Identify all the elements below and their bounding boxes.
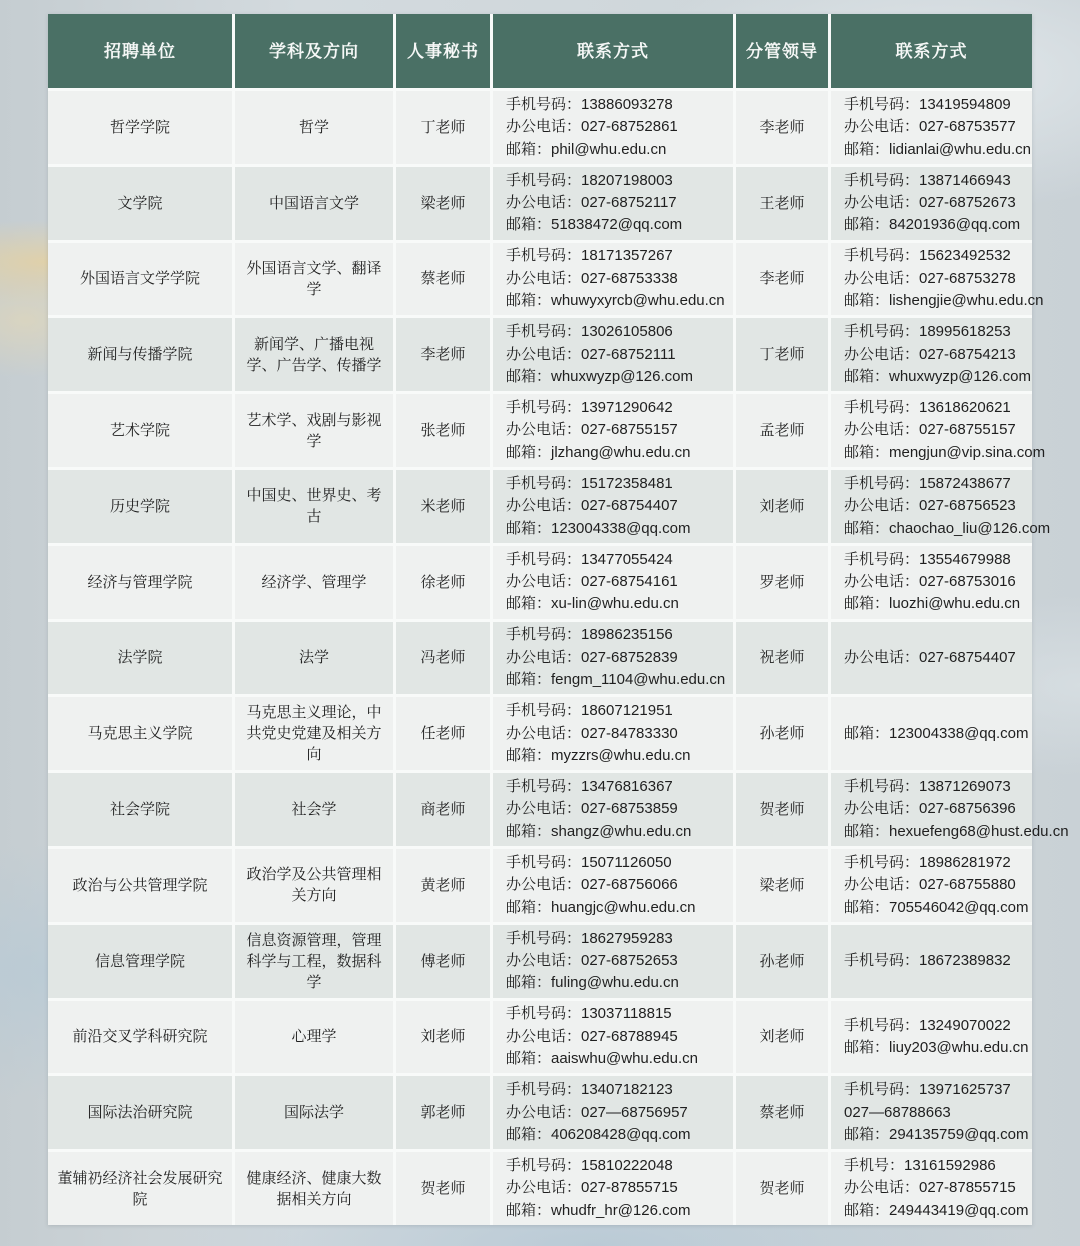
column-header-hr-secretary: 人事秘书: [396, 14, 490, 88]
unit-cell: 文学院: [48, 167, 232, 240]
contact-line: 办公电话：027-68756066: [506, 876, 678, 894]
table-row: [48, 1152, 1032, 1225]
leader-contact-cell: [831, 470, 1051, 543]
contact-line: 办公电话：027-68755157: [506, 421, 678, 439]
leader-name-cell: 李老师: [736, 243, 828, 316]
contact-line: 手机号码：13419594809: [844, 95, 1011, 113]
unit-cell: 国际法治研究院: [48, 1076, 232, 1149]
leader-name-cell: 贺老师: [736, 773, 828, 846]
leader-contact-cell: [831, 91, 1032, 164]
contact-line: 办公电话：027-68756523: [844, 497, 1016, 515]
secretary-contact-cell: [493, 91, 733, 164]
table-row: [48, 925, 1032, 998]
contact-line: 邮箱：lidianlai@whu.edu.cn: [844, 140, 1031, 158]
discipline-cell: 哲学: [235, 91, 393, 164]
leader-name-cell: 王老师: [736, 167, 828, 240]
contact-line: 邮箱：mengjun@vip.sina.com: [844, 443, 1046, 461]
unit-cell: 政治与公共管理学院: [48, 849, 232, 922]
secretary-name-cell: 傅老师: [396, 925, 490, 998]
contact-line: 手机号码：15623492532: [844, 247, 1011, 265]
secretary-contact-cell: [493, 849, 733, 922]
discipline-cell: 社会学: [235, 773, 393, 846]
leader-name-cell: 李老师: [736, 91, 828, 164]
table-row: [48, 394, 1046, 467]
contact-line: 手机号码：18986235156: [506, 626, 673, 644]
contact-line: 邮箱：406208428@qq.com: [506, 1125, 691, 1143]
secretary-name-cell: 贺老师: [396, 1152, 490, 1225]
secretary-contact-cell: [493, 546, 733, 619]
table-row: [48, 697, 1032, 770]
discipline-cell: 法学: [235, 622, 393, 695]
table-row: [48, 773, 1069, 846]
contact-line: 办公电话：027-68753338: [506, 269, 678, 287]
table-row: [48, 622, 1032, 695]
contact-line: 邮箱：xu-lin@whu.edu.cn: [506, 595, 679, 613]
contact-line: 手机号码：13971290642: [506, 398, 673, 416]
column-header-secretary-contact: 联系方式: [493, 14, 733, 88]
secretary-contact-cell: [493, 318, 733, 391]
contact-line: 邮箱：shangz@whu.edu.cn: [506, 822, 692, 840]
leader-contact-cell: [831, 243, 1044, 316]
secretary-name-cell: 丁老师: [396, 91, 490, 164]
contact-line: 邮箱：705546042@qq.com: [844, 898, 1029, 916]
discipline-cell: 新闻学、广播电视学、广告学、传播学: [235, 318, 393, 391]
contact-line: 邮箱：294135759@qq.com: [844, 1125, 1029, 1143]
leader-name-cell: 祝老师: [736, 622, 828, 695]
contact-line: 办公电话：027-68753016: [844, 572, 1016, 590]
leader-name-cell: 孙老师: [736, 697, 828, 770]
contact-line: 邮箱：whudfr_hr@126.com: [506, 1201, 691, 1219]
contact-line: 办公电话：027-68753859: [506, 800, 678, 818]
discipline-cell: 信息资源管理，管理科学与工程，数据科学: [235, 925, 393, 998]
table-row: [48, 91, 1032, 164]
leader-name-cell: 蔡老师: [736, 1076, 828, 1149]
table-row: [48, 1001, 1032, 1074]
contact-line: 手机号码：13476816367: [506, 777, 673, 795]
unit-cell: 历史学院: [48, 470, 232, 543]
unit-cell: 新闻与传播学院: [48, 318, 232, 391]
discipline-cell: 马克思主义理论，中共党史党建及相关方向: [235, 697, 393, 770]
contact-line: 办公电话：027-68788945: [506, 1027, 678, 1045]
secretary-contact-cell: [493, 394, 733, 467]
column-header-recruiting-unit: 招聘单位: [48, 14, 232, 88]
secretary-contact-cell: [493, 697, 733, 770]
contact-line: 邮箱：whuwyxyrcb@whu.edu.cn: [506, 292, 725, 310]
secretary-name-cell: 张老师: [396, 394, 490, 467]
contact-line: 办公电话：027-68754407: [844, 648, 1016, 666]
contact-line: 手机号码：13554679988: [844, 550, 1011, 568]
discipline-cell: 心理学: [235, 1001, 393, 1074]
contact-line: 邮箱：aaiswhu@whu.edu.cn: [506, 1050, 698, 1068]
contact-line: 手机号码：13249070022: [844, 1016, 1011, 1034]
leader-name-cell: 孙老师: [736, 925, 828, 998]
secretary-name-cell: 任老师: [396, 697, 490, 770]
contact-line: 手机号码：18627959283: [506, 929, 673, 947]
contact-line: 邮箱：myzzrs@whu.edu.cn: [506, 746, 691, 764]
contact-line: 手机号码：13037118815: [506, 1005, 672, 1023]
leader-contact-cell: [831, 394, 1046, 467]
table-row: [48, 849, 1032, 922]
contact-line: 手机号码：15810222048: [506, 1156, 673, 1174]
contact-line: 邮箱：fengm_1104@whu.edu.cn: [506, 671, 726, 689]
discipline-cell: 外国语言文学、翻译学: [235, 243, 393, 316]
unit-cell: 前沿交叉学科研究院: [48, 1001, 232, 1074]
secretary-name-cell: 商老师: [396, 773, 490, 846]
contact-line: 邮箱：123004338@qq.com: [844, 724, 1029, 742]
contact-line: 手机号码：18986281972: [844, 853, 1011, 871]
contact-line: 手机号：13161592986: [844, 1156, 996, 1174]
secretary-contact-cell: [493, 167, 733, 240]
secretary-contact-cell: [493, 1076, 733, 1149]
contact-line: 手机号码：13871466943: [844, 171, 1011, 189]
secretary-name-cell: 李老师: [396, 318, 490, 391]
contact-line: 办公电话：027-68756396: [844, 800, 1016, 818]
contact-line: 邮箱：huangjc@whu.edu.cn: [506, 898, 696, 916]
column-header-leader: 分管领导: [736, 14, 828, 88]
contact-line: 手机号码：13886093278: [506, 95, 673, 113]
secretary-name-cell: 徐老师: [396, 546, 490, 619]
contact-line: 办公电话：027-87855715: [506, 1179, 678, 1197]
secretary-contact-cell: [493, 925, 733, 998]
contact-line: 手机号码：13871269073: [844, 777, 1011, 795]
table-row: [48, 546, 1032, 619]
leader-contact-cell: [831, 622, 1032, 695]
contact-line: 027—68788663: [844, 1103, 951, 1121]
contact-line: 手机号码：15172358481: [506, 474, 673, 492]
table-row: [48, 243, 1044, 316]
leader-name-cell: 丁老师: [736, 318, 828, 391]
contact-line: 办公电话：027-68752673: [844, 193, 1016, 211]
discipline-cell: 中国语言文学: [235, 167, 393, 240]
contact-line: 办公电话：027-68752111: [506, 345, 676, 363]
contact-line: 办公电话：027—68756957: [506, 1103, 688, 1121]
discipline-cell: 国际法学: [235, 1076, 393, 1149]
contact-line: 办公电话：027-84783330: [506, 724, 678, 742]
contact-line: 邮箱：chaochao_liu@126.com: [844, 519, 1051, 537]
recruitment-contact-table: [48, 14, 1069, 1225]
secretary-name-cell: 米老师: [396, 470, 490, 543]
leader-contact-cell: [831, 1076, 1032, 1149]
contact-line: 办公电话：027-68754407: [506, 497, 678, 515]
leader-contact-cell: [831, 546, 1032, 619]
secretary-name-cell: 蔡老师: [396, 243, 490, 316]
unit-cell: 哲学学院: [48, 91, 232, 164]
unit-cell: 外国语言文学学院: [48, 243, 232, 316]
secretary-contact-cell: [493, 1152, 733, 1225]
leader-name-cell: 孟老师: [736, 394, 828, 467]
contact-line: 邮箱：lishengjie@whu.edu.cn: [844, 292, 1044, 310]
leader-name-cell: 罗老师: [736, 546, 828, 619]
contact-line: 手机号码：18171357267: [506, 247, 673, 265]
secretary-contact-cell: [493, 622, 733, 695]
leader-contact-cell: [831, 697, 1032, 770]
discipline-cell: 艺术学、戏剧与影视学: [235, 394, 393, 467]
contact-line: 邮箱：fuling@whu.edu.cn: [506, 974, 679, 992]
contact-line: 手机号码：13618620621: [844, 398, 1011, 416]
contact-line: 邮箱：phil@whu.edu.cn: [506, 140, 667, 158]
column-header-leader-contact: 联系方式: [831, 14, 1032, 88]
column-header-discipline: 学科及方向: [235, 14, 393, 88]
contact-line: 办公电话：027-68752117: [506, 193, 677, 211]
contact-line: 邮箱：jlzhang@whu.edu.cn: [506, 443, 691, 461]
secretary-name-cell: 冯老师: [396, 622, 490, 695]
discipline-cell: 健康经济、健康大数据相关方向: [235, 1152, 393, 1225]
contact-line: 手机号码：18995618253: [844, 323, 1011, 341]
contact-line: 邮箱：51838472@qq.com: [506, 216, 683, 234]
leader-contact-cell: [831, 925, 1032, 998]
contact-line: 手机号码：13407182123: [506, 1081, 673, 1099]
unit-cell: 法学院: [48, 622, 232, 695]
unit-cell: 社会学院: [48, 773, 232, 846]
leader-contact-cell: [831, 773, 1069, 846]
unit-cell: 信息管理学院: [48, 925, 232, 998]
discipline-cell: 经济学、管理学: [235, 546, 393, 619]
contact-line: 邮箱：hexuefeng68@hust.edu.cn: [844, 822, 1069, 840]
table-row: [48, 167, 1032, 240]
leader-contact-cell: [831, 318, 1032, 391]
leader-name-cell: 刘老师: [736, 1001, 828, 1074]
table-row: [48, 318, 1032, 391]
contact-line: 办公电话：027-68752653: [506, 951, 678, 969]
contact-line: 手机号码：13971625737: [844, 1081, 1011, 1099]
contact-line: 办公电话：027-87855715: [844, 1179, 1016, 1197]
unit-cell: 马克思主义学院: [48, 697, 232, 770]
contact-line: 手机号码：13477055424: [506, 550, 673, 568]
discipline-cell: 政治学及公共管理相关方向: [235, 849, 393, 922]
unit-cell: 董辅礽经济社会发展研究院: [48, 1152, 232, 1225]
secretary-name-cell: 刘老师: [396, 1001, 490, 1074]
table-row: [48, 470, 1051, 543]
secretary-name-cell: 梁老师: [396, 167, 490, 240]
contact-line: 办公电话：027-68754161: [506, 572, 678, 590]
leader-contact-cell: [831, 167, 1032, 240]
table-row: [48, 1076, 1032, 1149]
contact-line: 办公电话：027-68752839: [506, 648, 678, 666]
leader-contact-cell: [831, 849, 1032, 922]
contact-line: 邮箱：liuy203@whu.edu.cn: [844, 1038, 1029, 1056]
contact-line: 办公电话：027-68755880: [844, 876, 1016, 894]
leader-contact-cell: [831, 1152, 1032, 1225]
discipline-cell: 中国史、世界史、考古: [235, 470, 393, 543]
unit-cell: 经济与管理学院: [48, 546, 232, 619]
contact-line: 邮箱：whuxwyzp@126.com: [506, 367, 693, 385]
contact-line: 手机号码：15071126050: [506, 853, 672, 871]
secretary-contact-cell: [493, 470, 733, 543]
secretary-name-cell: 黄老师: [396, 849, 490, 922]
secretary-contact-cell: [493, 773, 733, 846]
leader-name-cell: 梁老师: [736, 849, 828, 922]
leader-contact-cell: [831, 1001, 1032, 1074]
contact-line: 手机号码：18207198003: [506, 171, 673, 189]
secretary-name-cell: 郭老师: [396, 1076, 490, 1149]
contact-line: 邮箱：123004338@qq.com: [506, 519, 691, 537]
contact-line: 手机号码：13026105806: [506, 323, 673, 341]
table-header-row: [48, 14, 1032, 88]
leader-name-cell: 贺老师: [736, 1152, 828, 1225]
contact-line: 手机号码：18672389832: [844, 951, 1011, 969]
contact-line: 办公电话：027-68755157: [844, 421, 1016, 439]
contact-line: 手机号码：18607121951: [506, 702, 673, 720]
contact-line: 手机号码：15872438677: [844, 474, 1011, 492]
contact-line: 办公电话：027-68753278: [844, 269, 1016, 287]
secretary-contact-cell: [493, 243, 733, 316]
contact-line: 办公电话：027-68752861: [506, 118, 678, 136]
contact-line: 邮箱：249443419@qq.com: [844, 1201, 1029, 1219]
secretary-contact-cell: [493, 1001, 733, 1074]
contact-line: 邮箱：84201936@qq.com: [844, 216, 1021, 234]
contact-line: 邮箱：luozhi@whu.edu.cn: [844, 595, 1021, 613]
unit-cell: 艺术学院: [48, 394, 232, 467]
leader-name-cell: 刘老师: [736, 470, 828, 543]
contact-line: 办公电话：027-68754213: [844, 345, 1016, 363]
contact-line: 办公电话：027-68753577: [844, 118, 1016, 136]
contact-line: 邮箱：whuxwyzp@126.com: [844, 367, 1031, 385]
